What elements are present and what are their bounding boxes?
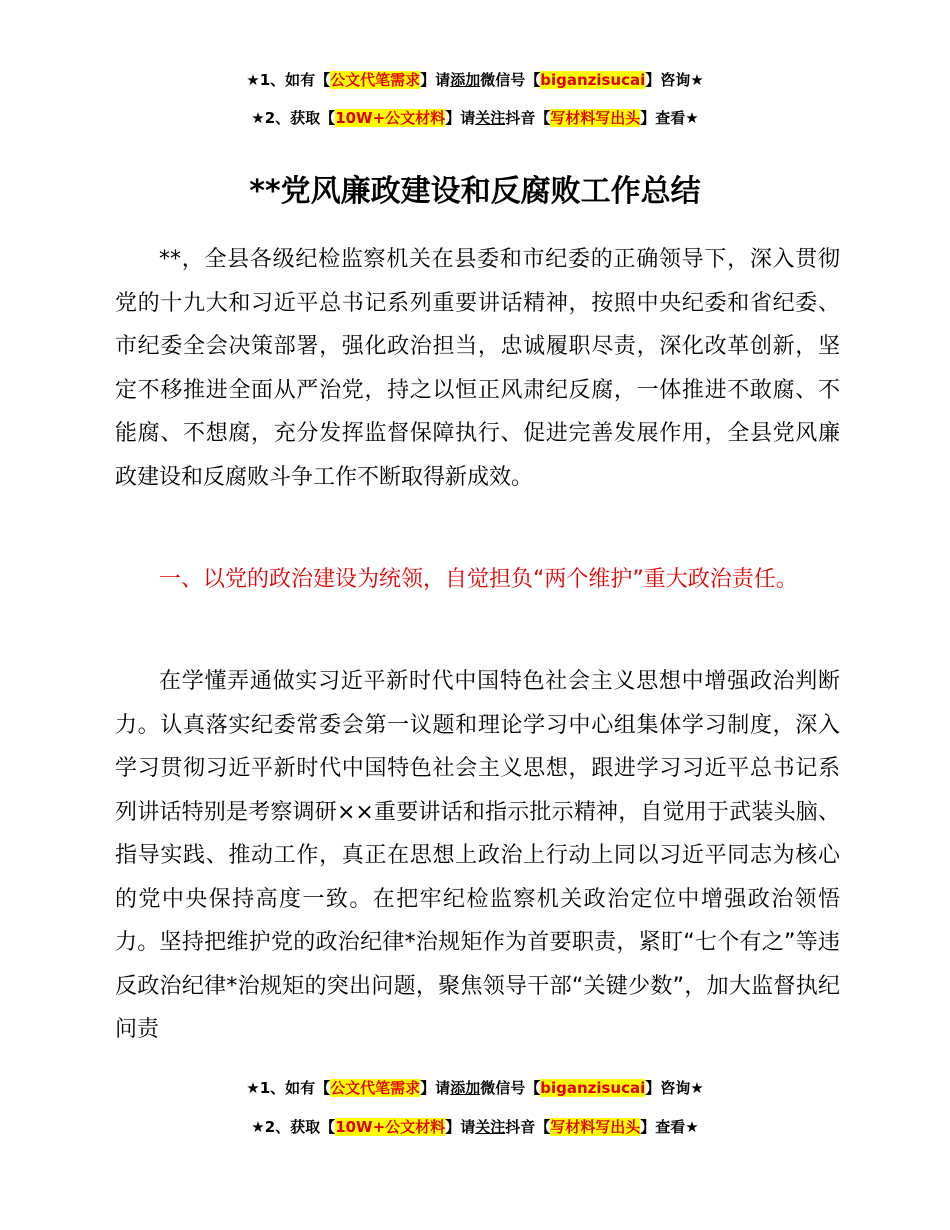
document-title: **党风廉政建设和反腐败工作总结 xyxy=(249,174,701,209)
footer-line-1 xyxy=(0,1078,950,1098)
header-line-2-suffix: 】查看★ xyxy=(640,109,699,127)
header-highlight-ghostwriting: 公文代笔需求 xyxy=(330,71,421,89)
footer-line-1-mid2: 微信号【 xyxy=(480,1079,541,1097)
footer-line-1-suffix: 】咨询★ xyxy=(645,1079,704,1097)
header-underlined-add: 添加 xyxy=(450,71,481,89)
footer-line-1-prefix: ★1、如有【 xyxy=(246,1079,331,1097)
header-line-1-suffix: 】咨询★ xyxy=(645,71,704,89)
header-line-2-mid2: 抖音【 xyxy=(505,109,551,127)
footer-line-2-mid2: 抖音【 xyxy=(505,1118,551,1136)
header-line-2-prefix: ★2、获取【 xyxy=(251,109,336,127)
header-highlight-materials: 10W+公文材料 xyxy=(335,109,446,127)
footer-highlight-ghostwriting: 公文代笔需求 xyxy=(330,1079,421,1097)
header-highlight-wechat-id: biganzisucai xyxy=(540,71,646,89)
header-underlined-follow: 关注 xyxy=(475,109,506,127)
header-line-1-mid2: 微信号【 xyxy=(480,71,541,89)
header-highlight-douyin-id: 写材料写出头 xyxy=(550,109,641,127)
footer-line-2-suffix: 】查看★ xyxy=(640,1118,699,1136)
intro-paragraph: **，全县各级纪检监察机关在县委和市纪委的正确领导下，深入贯彻党的十九大和习近平总书记系列重要讲话精神，按照中央纪委和省纪委、市纪委全会决策部署，强化政治担当，忠诚履职尽责，深化改革创新，坚定不移推进全面从严治党，持之以恒正风肃纪反腐，一体推进不敢腐、不能腐、不想腐，充分发挥监督保障执行、促进完善发展作用，全县党风廉政建设和反腐败斗争工作不断取得新成效。 xyxy=(115,247,840,490)
header-line-2 xyxy=(0,108,950,128)
header-line-1 xyxy=(0,70,950,90)
header-line-1-mid: 】请 xyxy=(420,71,451,89)
footer-line-2-mid: 】请 xyxy=(445,1118,476,1136)
footer-underlined-follow: 关注 xyxy=(475,1118,506,1136)
footer-highlight-materials: 10W+公文材料 xyxy=(335,1118,446,1136)
footer-line-2-prefix: ★2、获取【 xyxy=(251,1118,336,1136)
section-1-heading: 一、以党的政治建设为统领，自觉担负“两个维护”重大政治责任。 xyxy=(159,567,798,592)
footer-line-1-mid: 】请 xyxy=(420,1079,451,1097)
header-line-1-prefix: ★1、如有【 xyxy=(246,71,331,89)
footer-underlined-add: 添加 xyxy=(450,1079,481,1097)
header-line-2-mid: 】请 xyxy=(445,109,476,127)
footer-highlight-wechat-id: biganzisucai xyxy=(540,1079,646,1097)
footer-line-2 xyxy=(0,1117,950,1137)
section-1-body: 在学懂弄通做实习近平新时代中国特色社会主义思想中增强政治判断力。认真落实纪委常委会第一议题和理论学习中心组集体学习制度，深入学习贯彻习近平新时代中国特色社会主义思想，跟进学习习近平总书记系列讲话特别是考察调研××重要讲话和指示批示精神，自觉用于武装头脑、指导实践、推动工作，真正在思想上政治上行动上同以习近平同志为核心的党中央保持高度一致。在把牢纪检监察机关政治定位中增强政治领悟力。坚持把维护党的政治纪律*治规矩作为首要职责，紧盯“七个有之”等违反政治纪律*治规矩的突出问题，聚焦领导干部“关键少数”，加大监督执纪问责 xyxy=(115,669,840,1042)
footer-highlight-douyin-id: 写材料写出头 xyxy=(550,1118,641,1136)
